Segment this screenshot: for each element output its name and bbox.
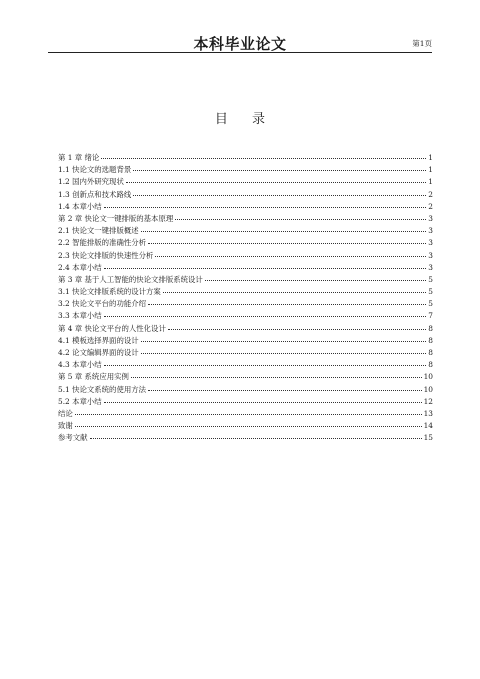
toc-dot-leader [131, 377, 422, 378]
toc-entry[interactable] [58, 347, 433, 359]
toc-entry-page: 8 [428, 348, 433, 357]
toc-entry[interactable] [58, 359, 433, 371]
toc-dot-leader [148, 304, 426, 305]
toc-entry-label: 2.3 快论文排版的快速性分析 [58, 250, 154, 260]
toc-entry-label: 第 2 章 快论文一键排版的基本原理 [58, 213, 174, 223]
toc-dot-leader [168, 329, 426, 330]
toc-entry[interactable] [58, 225, 433, 237]
toc-entry[interactable] [58, 152, 433, 164]
page-number: 第1页 [412, 39, 432, 48]
toc-dot-leader [104, 207, 427, 208]
page-header [48, 30, 432, 53]
toc-entry-page: 5 [428, 299, 433, 309]
toc-dot-leader [104, 268, 427, 269]
toc-entry-label: 5.2 本章小结 [58, 396, 102, 406]
toc-entry[interactable] [58, 396, 433, 408]
toc-entry[interactable] [58, 274, 433, 286]
toc-heading: 目 录 [214, 112, 276, 127]
toc-entry-page: 1 [428, 165, 433, 175]
toc-entry[interactable] [58, 176, 433, 188]
toc-entry[interactable] [58, 237, 433, 249]
toc-dot-leader [141, 341, 427, 342]
toc-entry-label: 5.1 快论文系统的使用方法 [58, 384, 147, 394]
toc-entry-page: 5 [428, 274, 433, 284]
toc-entry[interactable] [58, 371, 433, 383]
toc-entry-label: 4.2 论文编辑界面的设计 [58, 348, 139, 357]
toc-entry-page: 1 [428, 177, 433, 187]
table-of-contents [58, 152, 433, 445]
toc-entry-label: 4.3 本章小结 [58, 360, 102, 370]
toc-entry-page: 5 [428, 287, 433, 297]
toc-entry-label: 2.1 快论文一键排版概述 [58, 226, 139, 236]
toc-dot-leader [75, 414, 422, 415]
toc-entry-page: 8 [428, 335, 433, 345]
toc-entry-page: 7 [428, 311, 433, 321]
toc-entry[interactable] [58, 189, 433, 201]
toc-entry[interactable] [58, 201, 433, 213]
toc-entry-page: 13 [423, 408, 433, 418]
toc-entry[interactable] [58, 335, 433, 347]
toc-entry-label: 1.1 快论文的选题背景 [58, 165, 132, 175]
toc-entry[interactable] [58, 384, 433, 396]
toc-entry-label: 第 1 章 绪论 [58, 153, 100, 162]
toc-entry-label: 1.4 本章小结 [58, 201, 102, 211]
toc-entry[interactable] [58, 213, 433, 225]
toc-dot-leader [75, 426, 422, 427]
toc-dot-leader [90, 438, 422, 439]
toc-entry-page: 3 [428, 262, 433, 272]
toc-entry-page: 3 [428, 238, 433, 248]
toc-entry-page: 10 [423, 384, 433, 394]
toc-entry-page: 12 [423, 396, 433, 406]
toc-dot-leader [104, 316, 427, 317]
toc-dot-leader [148, 243, 426, 244]
toc-entry-page: 8 [428, 360, 433, 370]
toc-entry[interactable] [58, 262, 433, 274]
toc-entry-label: 4.1 模板选择界面的设计 [58, 335, 139, 345]
toc-entry-page: 2 [428, 201, 433, 211]
toc-entry-label: 3.1 快论文排版系统的设计方案 [58, 287, 161, 297]
toc-entry-label: 1.2 国内外研究现状 [58, 177, 124, 187]
toc-dot-leader [163, 292, 427, 293]
toc-entry[interactable] [58, 408, 433, 420]
toc-dot-leader [148, 390, 422, 391]
toc-entry-label: 3.3 本章小结 [58, 311, 102, 321]
toc-dot-leader [104, 365, 427, 366]
toc-entry-label: 第 3 章 基于人工智能的快论文排版系统设计 [58, 274, 203, 284]
toc-entry-label: 参考文献 [58, 433, 88, 443]
toc-entry-label: 1.3 创新点和技术路线 [58, 189, 132, 199]
toc-entry[interactable] [58, 250, 433, 262]
toc-entry[interactable] [58, 420, 433, 432]
toc-dot-leader [141, 231, 427, 232]
toc-entry-label: 第 4 章 快论文平台的人性化设计 [58, 323, 166, 333]
toc-entry-label: 3.2 快论文平台的功能介绍 [58, 299, 147, 309]
toc-dot-leader [155, 256, 426, 257]
toc-dot-leader [104, 402, 422, 403]
toc-entry-label: 2.4 本章小结 [58, 262, 102, 272]
toc-entry[interactable] [58, 164, 433, 176]
toc-dot-leader [205, 280, 427, 281]
toc-dot-leader [141, 353, 427, 354]
toc-entry-page: 8 [428, 323, 433, 333]
toc-entry-label: 致谢 [58, 421, 73, 431]
toc-entry[interactable] [58, 286, 433, 298]
toc-entry-page: 14 [423, 421, 433, 431]
toc-entry-page: 3 [428, 250, 433, 260]
toc-dot-leader [126, 182, 426, 183]
toc-entry[interactable] [58, 323, 433, 335]
toc-entry-label: 第 5 章 系统应用实例 [58, 372, 129, 382]
toc-entry-page: 10 [423, 372, 433, 382]
toc-entry[interactable] [58, 298, 433, 310]
toc-dot-leader [133, 170, 426, 171]
toc-entry[interactable] [58, 310, 433, 322]
toc-dot-leader [101, 158, 426, 159]
toc-entry[interactable] [58, 432, 433, 444]
toc-entry-page: 3 [428, 213, 433, 223]
toc-entry-label: 2.2 智能排版的准确性分析 [58, 238, 147, 248]
toc-dot-leader [133, 195, 426, 196]
toc-entry-label: 结论 [58, 408, 73, 418]
toc-dot-leader [175, 219, 426, 220]
toc-entry-page: 2 [428, 189, 433, 199]
toc-entry-page: 3 [428, 226, 433, 236]
document-title: 本科毕业论文 [193, 35, 287, 53]
toc-entry-page: 1 [428, 153, 433, 162]
toc-entry-page: 15 [423, 433, 433, 443]
